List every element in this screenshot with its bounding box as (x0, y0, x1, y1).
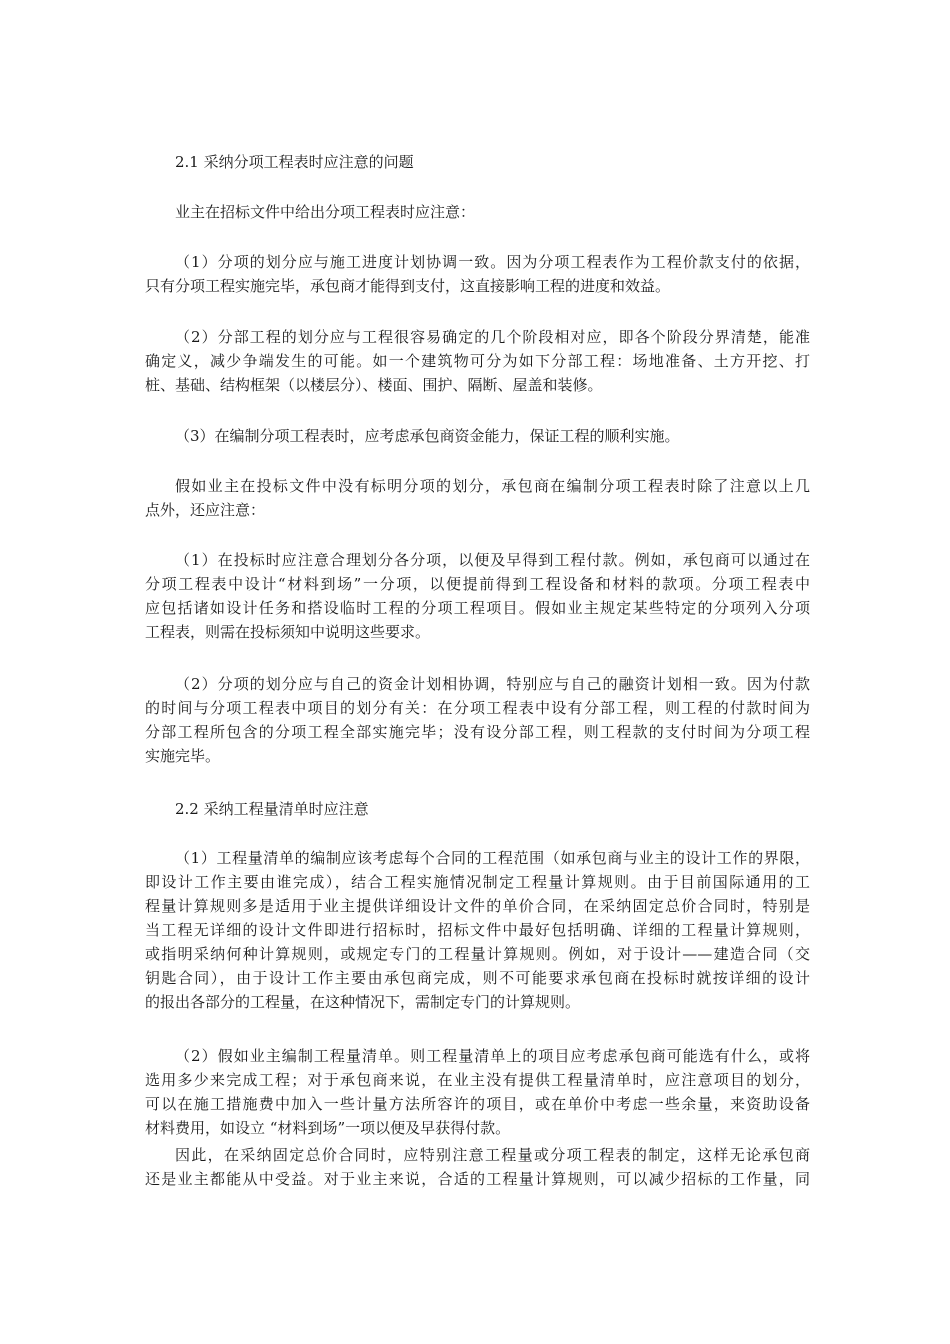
heading-text: 2.1 采纳分项工程表时应注意的问题 (175, 153, 414, 171)
paragraph-line: 程量计算规则多是适用于业主提供详细设计文件的单价合同，在采纳固定总价合同时，特别是 (145, 897, 810, 915)
paragraph-line: 钥匙合同），由于设计工作主要由承包商完成，则不可能要求承包商在投标时就按详细的设计 (145, 969, 810, 987)
paragraph-line: 确定义，减少争端发生的可能。如一个建筑物可分为如下分部工程：场地准备、土方开挖、打 (145, 352, 810, 370)
paragraph-line: （2）假如业主编制工程量清单。则工程量清单上的项目应考虑承包商可能选有什么，或将 (175, 1047, 810, 1065)
paragraph-line: 工程表，则需在投标须知中说明这些要求。 (145, 623, 431, 641)
paragraph-9 (145, 1143, 810, 1191)
paragraph-3 (145, 424, 810, 448)
paragraph-line: 还是业主都能从中受益。对于业主来说，合适的工程量计算规则，可以减少招标的工作量，同 (145, 1170, 810, 1188)
paragraph-line: （1）在投标时应注意合理划分各分项，以便及早得到工程付款。例如，承包商可以通过在 (175, 551, 810, 569)
paragraph-line: 当工程无详细的设计文件即进行招标时，招标文件中最好包括明确、详细的工程量计算规则， (145, 921, 810, 939)
paragraph-line: 点外，还应注意： (145, 501, 266, 519)
paragraph-line: （3）在编制分项工程表时，应考虑承包商资金能力，保证工程的顺利实施。 (175, 427, 680, 445)
paragraph-line: 分项工程表中设计“材料到场”一分项，以便提前得到工程设备和材料的款项。分项工程表中 (145, 575, 810, 593)
paragraph-line: 应包括诸如设计任务和搭设临时工程的分项工程项目。假如业主规定某些特定的分项列入分项 (145, 599, 810, 617)
paragraph-line: 因此，在采纳固定总价合同时，应特别注意工程量或分项工程表的制定，这样无论承包商 (175, 1146, 810, 1164)
paragraph-line: （2）分项的划分应与自己的资金计划相协调，特别应与自己的融资计划相一致。因为付款 (175, 675, 810, 693)
section-heading-2-1 (145, 150, 810, 174)
paragraph-5 (145, 548, 810, 644)
paragraph-line: （1）分项的划分应与施工进度计划协调一致。因为分项工程表作为工程价款支付的依据， (175, 253, 810, 271)
paragraph-1 (145, 250, 810, 298)
paragraph-intro (145, 200, 810, 224)
paragraph-line: 材料费用，如设立 “材料到场”一项以便及早获得付款。 (145, 1119, 511, 1137)
paragraph-line: 分部工程所包含的分项工程全部实施完毕；没有设分部工程，则工程款的支付时间为分项工程 (145, 723, 810, 741)
paragraph-line: 可以在施工措施费中加入一些计量方法所容许的项目，或在单价中考虑一些余量，来资助设备 (145, 1095, 810, 1113)
paragraph-line: 选用多少来完成工程；对于承包商来说，在业主没有提供工程量清单时，应注意项目的划分， (145, 1071, 810, 1089)
paragraph-line: 假如业主在投标文件中没有标明分项的划分，承包商在编制分项工程表时除了注意以上几 (175, 477, 810, 495)
paragraph-6 (145, 672, 810, 768)
heading-text: 2.2 采纳工程量清单时应注意 (175, 800, 369, 818)
paragraph-line: 桩、基础、结构框架（以楼层分）、楼面、围护、隔断、屋盖和装修。 (145, 376, 603, 394)
paragraph-7 (145, 846, 810, 1014)
paragraph-line: （2）分部工程的划分应与工程很容易确定的几个阶段相对应，即各个阶段分界清楚，能准 (175, 328, 810, 346)
paragraph-line: （1）工程量清单的编制应该考虑每个合同的工程范围（如承包商与业主的设计工作的界限， (175, 849, 810, 867)
section-heading-2-2 (145, 797, 810, 821)
paragraph-8 (145, 1044, 810, 1140)
paragraph-line: 实施完毕。 (145, 747, 221, 765)
paragraph-2 (145, 325, 810, 397)
paragraph-line: 只有分项工程实施完毕，承包商才能得到支付，这直接影响工程的进度和效益。 (145, 277, 671, 295)
paragraph-line: 的报出各部分的工程量，在这种情况下，需制定专门的计算规则。 (145, 993, 581, 1011)
paragraph-line: 或指明采纳何种计算规则，或规定专门的工程量计算规则。例如，对于设计——建造合同（交 (145, 945, 810, 963)
paragraph-4 (145, 474, 810, 522)
paragraph-line: 业主在招标文件中给出分项工程表时应注意： (175, 203, 476, 221)
paragraph-line: 即设计工作主要由谁完成），结合工程实施情况制定工程量计算规则。由于目前国际通用的工 (145, 873, 810, 891)
paragraph-line: 的时间与分项工程表中项目的划分有关：在分项工程表中设有分部工程，则工程的付款时间为 (145, 699, 810, 717)
